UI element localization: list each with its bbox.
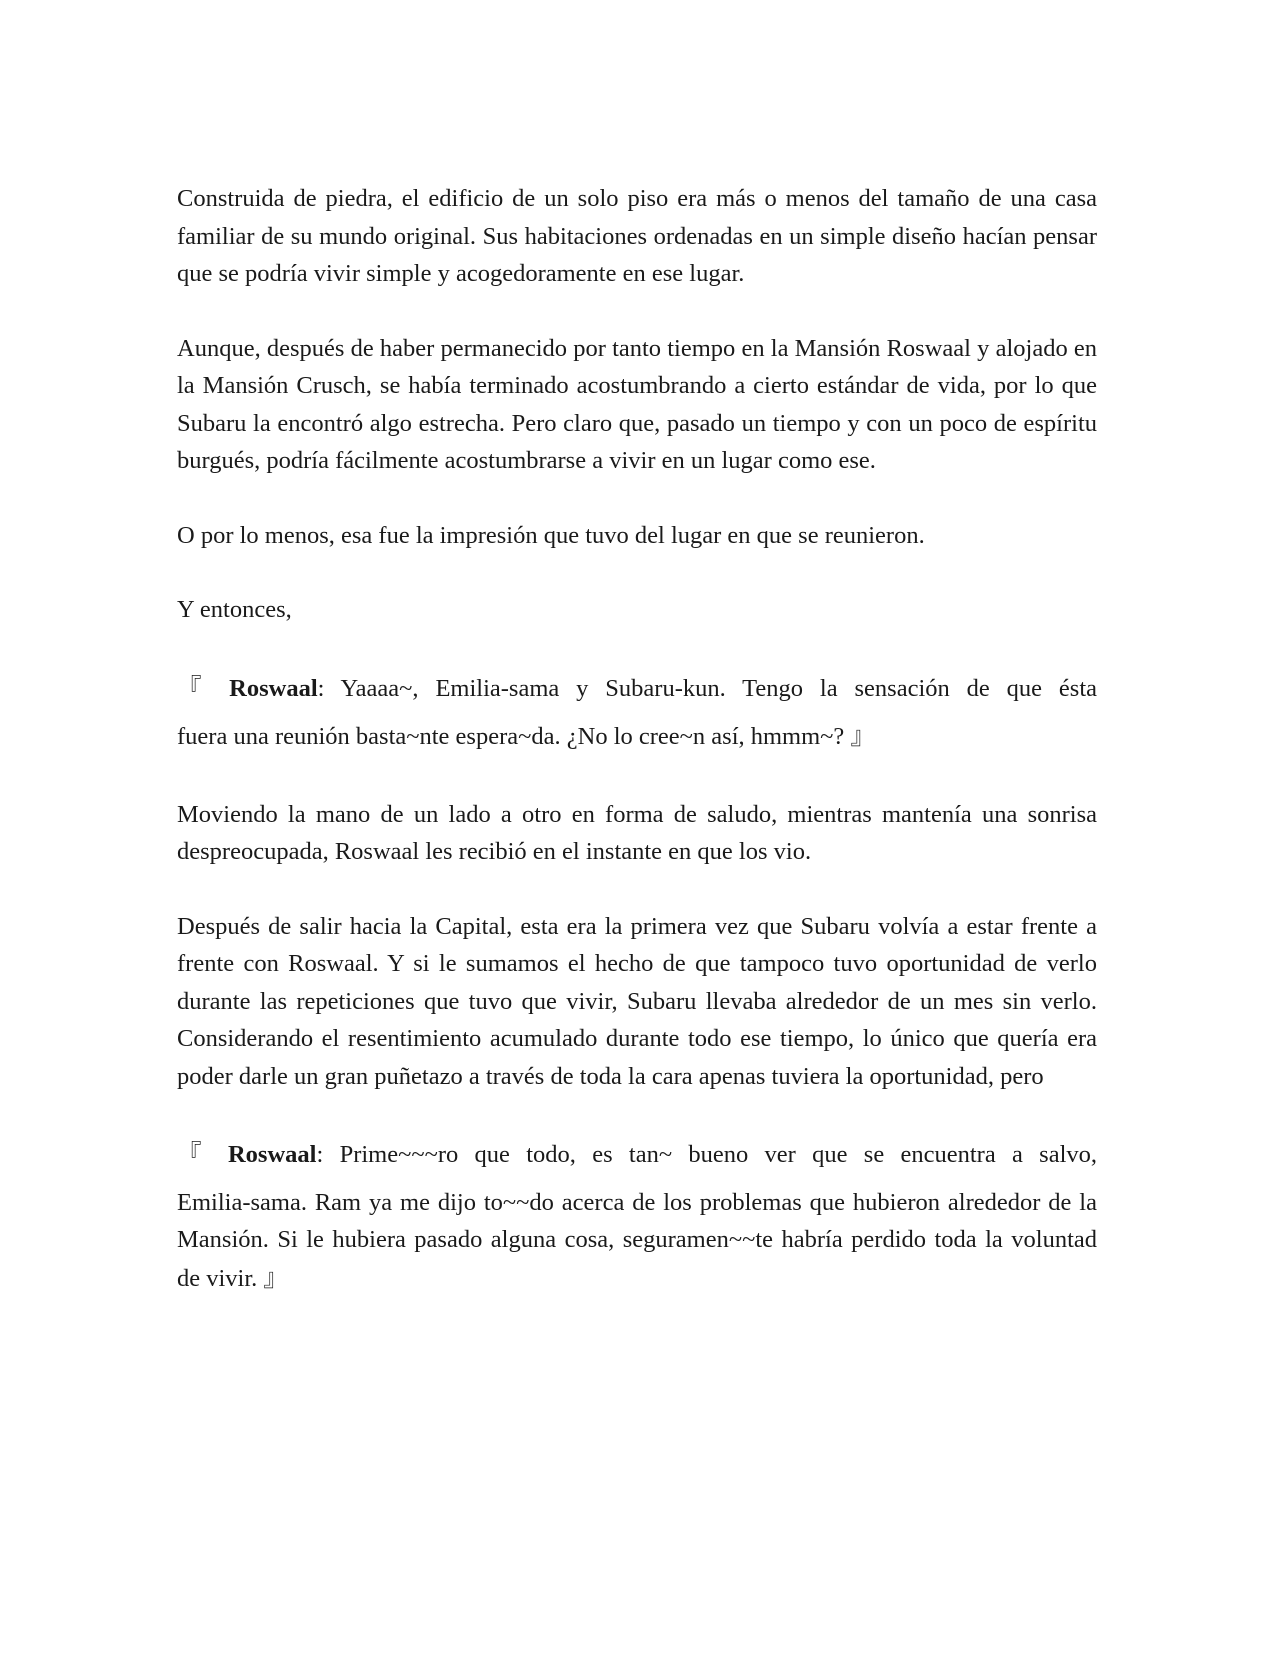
paragraph-4: Y entonces,	[177, 596, 292, 623]
dialogue-1-first-line	[177, 669, 1097, 708]
dialogue-2-rest-text: Emilia-sama. Ram ya me dijo to~~do acerca de los problemas que hubieron alrededor de la Mansión. Si le hubiera pasado alguna cosa, seguramen~~te habría perdido toda la voluntad de vivir.	[177, 1188, 1097, 1292]
dialogue-2-colon: :	[316, 1141, 324, 1168]
paragraph-1: Construida de piedra, el edificio de un solo piso era más o menos del tamaño de una casa familiar de su mundo original. Sus habitaciones ordenadas en un simple diseño hacían pensar que se podría vivir simple y acogedoramente en ese lugar.	[177, 185, 1097, 287]
paragraph-5: Moviendo la mano de un lado a otro en forma de saludo, mientras mantenía una sonrisa despreocupada, Roswaal les recibió en el instante en que los vio.	[177, 800, 1097, 865]
dialogue-1-line1-text: Yaaaa~, Emilia-sama y Subaru-kun. Tengo la sensación de que ésta	[340, 674, 1097, 702]
document-page	[177, 180, 1097, 1334]
dialogue-1-rest	[177, 717, 1097, 756]
paragraph-2: Aunque, después de haber permanecido por tanto tiempo en la Mansión Roswaal y alojado en la Mansión Crusch, se había terminado acostumbrando a cierto estándar de vida, por lo que Subaru la encontró algo estrecha. Pero claro que, pasado un tiempo y con un poco de espíritu burgués, podría fácilmente acostumbrarse a vivir en un lugar como ese.	[177, 334, 1097, 474]
dialogue-2-speaker: Roswaal	[227, 1141, 317, 1168]
paragraph-3: O por lo menos, esa fue la impresión que tuvo del lugar en que se reunieron.	[177, 521, 925, 549]
dialogue-2-line1-text: Prime~~~ro que todo, es tan~ bueno ver que se encuentra a salvo,	[339, 1141, 1098, 1168]
dialogue-1-close-bracket: 』	[850, 721, 875, 750]
dialogue-2	[177, 1135, 1097, 1297]
dialogue-2-open-bracket: 『	[177, 1139, 212, 1168]
dialogue-1-speaker: Roswaal	[229, 674, 318, 702]
dialogue-1-open-bracket: 『	[177, 672, 213, 702]
paragraph-6: Después de salir hacia la Capital, esta era la primera vez que Subaru volvía a estar frente a frente con Roswaal. Y si le sumamos el hecho de que tampoco tuvo oportunidad de verlo durante las repeticiones que tuvo que vivir, Subaru llevaba alrededor de un mes sin verlo. Considerando el resentimiento acumulado durante todo ese tiempo, lo único que quería era poder darle un gran puñetazo a través de toda la cara apenas tuviera la oportunidad, pero	[177, 912, 1097, 1090]
dialogue-2-close-bracket: 』	[263, 1262, 288, 1292]
dialogue-1-colon: :	[317, 674, 325, 702]
dialogue-2-first-line	[177, 1135, 1097, 1174]
dialogue-2-rest	[177, 1184, 1097, 1298]
dialogue-1-rest-text: fuera una reunión basta~nte espera~da. ¿No lo cree~n así, hmmm~?	[177, 723, 845, 750]
dialogue-1	[177, 669, 1097, 756]
